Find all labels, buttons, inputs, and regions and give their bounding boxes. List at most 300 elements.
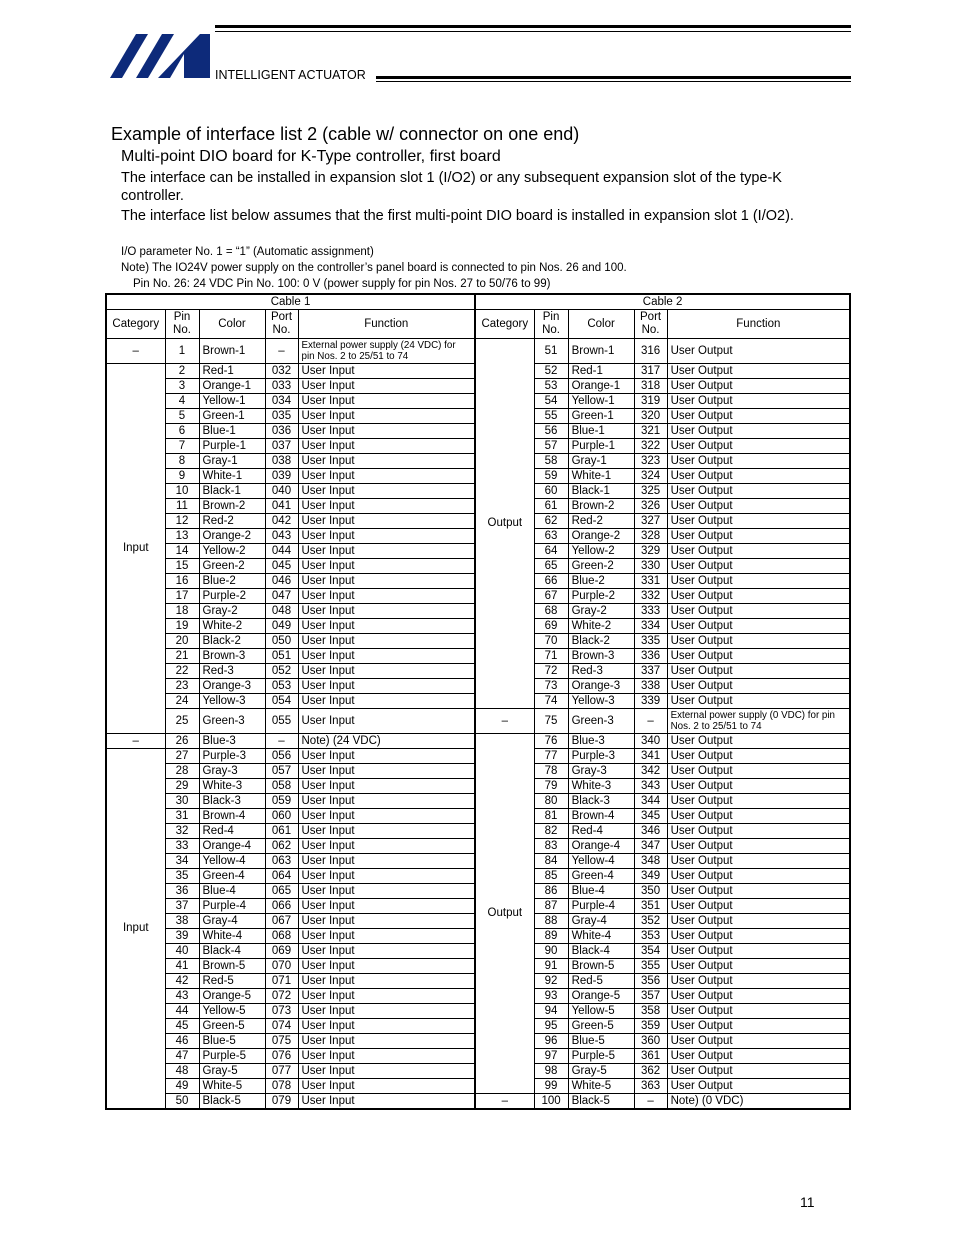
port-cell: 321 <box>634 424 667 439</box>
color-cell: Yellow-1 <box>199 394 265 409</box>
port-cell: 041 <box>265 499 298 514</box>
pin-cell: 30 <box>165 794 199 809</box>
category-cell: – <box>106 734 165 749</box>
pin-cell: 7 <box>165 439 199 454</box>
function-cell: User Output <box>667 394 850 409</box>
port-cell: – <box>265 339 298 364</box>
port-cell: 068 <box>265 929 298 944</box>
pin-cell: 14 <box>165 544 199 559</box>
port-cell: 056 <box>265 749 298 764</box>
port-cell: 331 <box>634 574 667 589</box>
port-cell: 054 <box>265 694 298 709</box>
color-cell: Brown-4 <box>199 809 265 824</box>
function-cell: User Input <box>298 694 475 709</box>
pin-cell: 64 <box>534 544 568 559</box>
pin-cell: 3 <box>165 379 199 394</box>
color-cell: Purple-4 <box>568 899 634 914</box>
color-cell: Brown-5 <box>199 959 265 974</box>
function-cell: User Input <box>298 664 475 679</box>
color-cell: Yellow-4 <box>199 854 265 869</box>
color-cell: Red-5 <box>199 974 265 989</box>
function-cell: User Output <box>667 409 850 424</box>
pin-cell: 83 <box>534 839 568 854</box>
port-cell: 341 <box>634 749 667 764</box>
function-cell: User Output <box>667 499 850 514</box>
port-cell: 064 <box>265 869 298 884</box>
pin-cell: 1 <box>165 339 199 364</box>
function-cell: User Output <box>667 869 850 884</box>
port-cell: 040 <box>265 484 298 499</box>
color-cell: White-1 <box>199 469 265 484</box>
pin-cell: 39 <box>165 929 199 944</box>
table-row <box>106 734 850 749</box>
port-cell: 318 <box>634 379 667 394</box>
function-cell: User Output <box>667 1034 850 1049</box>
port-cell: 333 <box>634 604 667 619</box>
pin-cell: 20 <box>165 634 199 649</box>
color-cell: Orange-5 <box>568 989 634 1004</box>
pin-cell: 67 <box>534 589 568 604</box>
port-cell: 339 <box>634 694 667 709</box>
port-cell: 053 <box>265 679 298 694</box>
note-pin-voltage: Pin No. 26: 24 VDC Pin No. 100: 0 V (power supply for pin Nos. 27 to 50/76 to 99) <box>133 278 551 290</box>
color-cell: Black-3 <box>199 794 265 809</box>
pin-cell: 11 <box>165 499 199 514</box>
pin-cell: 38 <box>165 914 199 929</box>
port-cell: 351 <box>634 899 667 914</box>
function-cell: User Output <box>667 794 850 809</box>
color-cell: Green-4 <box>199 869 265 884</box>
port-cell: – <box>634 709 667 734</box>
function-cell: User Output <box>667 589 850 604</box>
color-cell: Blue-2 <box>199 574 265 589</box>
color-cell: White-3 <box>199 779 265 794</box>
pin-cell: 28 <box>165 764 199 779</box>
pin-cell: 17 <box>165 589 199 604</box>
color-cell: Brown-3 <box>568 649 634 664</box>
color-cell: Red-2 <box>568 514 634 529</box>
port-cell: 065 <box>265 884 298 899</box>
function-cell: User Output <box>667 514 850 529</box>
color-cell: Black-1 <box>568 484 634 499</box>
color-cell: White-4 <box>568 929 634 944</box>
pin-cell: 35 <box>165 869 199 884</box>
page-title: Example of interface list 2 (cable w/ connector on one end) <box>111 124 580 144</box>
pin-cell: 92 <box>534 974 568 989</box>
function-cell: User Output <box>667 839 850 854</box>
function-cell: User Output <box>667 604 850 619</box>
col-port-no: Port No. <box>265 310 298 339</box>
pin-cell: 48 <box>165 1064 199 1079</box>
function-cell: User Input <box>298 514 475 529</box>
color-cell: White-5 <box>199 1079 265 1094</box>
port-cell: 072 <box>265 989 298 1004</box>
color-cell: Black-3 <box>568 794 634 809</box>
pin-cell: 21 <box>165 649 199 664</box>
color-cell: White-1 <box>568 469 634 484</box>
port-cell: 361 <box>634 1049 667 1064</box>
color-cell: Yellow-5 <box>199 1004 265 1019</box>
function-cell: User Input <box>298 869 475 884</box>
color-cell: Orange-3 <box>199 679 265 694</box>
color-cell: Red-4 <box>568 824 634 839</box>
function-cell: User Input <box>298 764 475 779</box>
color-cell: Orange-4 <box>199 839 265 854</box>
header-rule-bottom <box>376 76 851 79</box>
color-cell: Yellow-4 <box>568 854 634 869</box>
function-cell: User Input <box>298 559 475 574</box>
category-cell: Output <box>475 339 534 709</box>
function-cell: User Output <box>667 484 850 499</box>
color-cell: Brown-3 <box>199 649 265 664</box>
category-cell: – <box>475 709 534 734</box>
port-cell: 074 <box>265 1019 298 1034</box>
col-port-no-2: Port No. <box>634 310 667 339</box>
port-cell: 328 <box>634 529 667 544</box>
function-cell: User Output <box>667 469 850 484</box>
port-cell: 078 <box>265 1079 298 1094</box>
port-cell: 061 <box>265 824 298 839</box>
function-cell: User Output <box>667 619 850 634</box>
pin-cell: 89 <box>534 929 568 944</box>
category-cell: Input <box>106 364 165 734</box>
color-cell: Yellow-1 <box>568 394 634 409</box>
port-cell: 319 <box>634 394 667 409</box>
pin-cell: 12 <box>165 514 199 529</box>
pin-cell: 74 <box>534 694 568 709</box>
port-cell: 322 <box>634 439 667 454</box>
port-cell: 352 <box>634 914 667 929</box>
function-cell: User Output <box>667 1064 850 1079</box>
function-cell: Note) (24 VDC) <box>298 734 475 749</box>
company-name: INTELLIGENT ACTUATOR <box>215 68 366 82</box>
port-cell: 044 <box>265 544 298 559</box>
cable-1-header: Cable 1 <box>106 294 475 310</box>
port-cell: 349 <box>634 869 667 884</box>
color-cell: Gray-4 <box>568 914 634 929</box>
function-cell: User Output <box>667 1019 850 1034</box>
port-cell: 363 <box>634 1079 667 1094</box>
port-cell: 334 <box>634 619 667 634</box>
port-cell: 039 <box>265 469 298 484</box>
function-cell: User Input <box>298 709 475 734</box>
pin-cell: 73 <box>534 679 568 694</box>
color-cell: Black-2 <box>199 634 265 649</box>
function-cell: User Input <box>298 649 475 664</box>
color-cell: White-2 <box>568 619 634 634</box>
color-cell: Purple-3 <box>199 749 265 764</box>
pin-cell: 15 <box>165 559 199 574</box>
pin-cell: 81 <box>534 809 568 824</box>
port-cell: 343 <box>634 779 667 794</box>
function-cell: User Input <box>298 989 475 1004</box>
color-cell: Purple-1 <box>568 439 634 454</box>
function-cell: User Input <box>298 1094 475 1110</box>
function-cell: User Output <box>667 679 850 694</box>
port-cell: 336 <box>634 649 667 664</box>
function-cell: User Output <box>667 809 850 824</box>
pin-cell: 80 <box>534 794 568 809</box>
pin-cell: 42 <box>165 974 199 989</box>
port-cell: 051 <box>265 649 298 664</box>
port-cell: 050 <box>265 634 298 649</box>
pin-cell: 78 <box>534 764 568 779</box>
pin-cell: 22 <box>165 664 199 679</box>
function-cell: User Input <box>298 364 475 379</box>
pin-cell: 54 <box>534 394 568 409</box>
port-cell: 076 <box>265 1049 298 1064</box>
color-cell: Red-3 <box>568 664 634 679</box>
function-cell: User Input <box>298 884 475 899</box>
color-cell: Brown-1 <box>568 339 634 364</box>
function-cell: User Input <box>298 484 475 499</box>
color-cell: Green-2 <box>199 559 265 574</box>
function-cell: User Input <box>298 944 475 959</box>
function-cell: User Output <box>667 559 850 574</box>
pin-cell: 25 <box>165 709 199 734</box>
function-cell: User Output <box>667 424 850 439</box>
port-cell: 077 <box>265 1064 298 1079</box>
pin-cell: 100 <box>534 1094 568 1110</box>
function-cell: User Input <box>298 914 475 929</box>
function-cell: User Input <box>298 794 475 809</box>
pin-cell: 47 <box>165 1049 199 1064</box>
color-cell: Gray-5 <box>199 1064 265 1079</box>
function-cell: User Input <box>298 899 475 914</box>
port-cell: 070 <box>265 959 298 974</box>
function-cell: User Output <box>667 634 850 649</box>
color-cell: Black-5 <box>199 1094 265 1110</box>
pin-cell: 2 <box>165 364 199 379</box>
port-cell: 362 <box>634 1064 667 1079</box>
port-cell: 355 <box>634 959 667 974</box>
port-cell: – <box>634 1094 667 1110</box>
color-cell: Black-1 <box>199 484 265 499</box>
function-cell: User Input <box>298 1004 475 1019</box>
color-cell: Gray-2 <box>199 604 265 619</box>
function-cell: User Input <box>298 1019 475 1034</box>
pin-cell: 41 <box>165 959 199 974</box>
pin-cell: 79 <box>534 779 568 794</box>
pin-cell: 44 <box>165 1004 199 1019</box>
interface-table <box>105 293 851 1110</box>
function-cell: User Output <box>667 884 850 899</box>
port-cell: 340 <box>634 734 667 749</box>
pin-cell: 46 <box>165 1034 199 1049</box>
col-category: Category <box>106 310 165 339</box>
pin-cell: 13 <box>165 529 199 544</box>
port-cell: 358 <box>634 1004 667 1019</box>
port-cell: – <box>265 734 298 749</box>
color-cell: Blue-4 <box>199 884 265 899</box>
color-cell: Green-3 <box>199 709 265 734</box>
port-cell: 038 <box>265 454 298 469</box>
pin-cell: 43 <box>165 989 199 1004</box>
note-io-parameter: I/O parameter No. 1 = “1” (Automatic assignment) <box>121 246 374 258</box>
function-cell: User Output <box>667 1079 850 1094</box>
color-cell: Purple-5 <box>568 1049 634 1064</box>
function-cell: User Input <box>298 809 475 824</box>
function-cell: User Output <box>667 929 850 944</box>
port-cell: 062 <box>265 839 298 854</box>
port-cell: 079 <box>265 1094 298 1110</box>
function-cell: User Output <box>667 734 850 749</box>
port-cell: 326 <box>634 499 667 514</box>
function-cell: User Output <box>667 339 850 364</box>
company-logo <box>110 34 214 78</box>
color-cell: Gray-1 <box>568 454 634 469</box>
pin-cell: 88 <box>534 914 568 929</box>
function-cell: User Output <box>667 574 850 589</box>
port-cell: 342 <box>634 764 667 779</box>
col-pin-no: Pin No. <box>165 310 199 339</box>
section-subtitle: Multi-point DIO board for K-Type controller, first board <box>121 148 501 165</box>
color-cell: Red-2 <box>199 514 265 529</box>
pin-cell: 29 <box>165 779 199 794</box>
color-cell: Black-5 <box>568 1094 634 1110</box>
function-cell: User Input <box>298 779 475 794</box>
port-cell: 063 <box>265 854 298 869</box>
pin-cell: 87 <box>534 899 568 914</box>
port-cell: 071 <box>265 974 298 989</box>
color-cell: Gray-1 <box>199 454 265 469</box>
note-power-supply: Note) The IO24V power supply on the controller’s panel board is connected to pin Nos. 26 and 100. <box>121 262 627 274</box>
function-cell: User Output <box>667 1004 850 1019</box>
pin-cell: 65 <box>534 559 568 574</box>
port-cell: 316 <box>634 339 667 364</box>
function-cell: User Output <box>667 379 850 394</box>
category-cell: – <box>475 1094 534 1110</box>
function-cell: User Output <box>667 764 850 779</box>
function-cell: User Output <box>667 854 850 869</box>
function-cell: User Input <box>298 634 475 649</box>
color-cell: Purple-1 <box>199 439 265 454</box>
pin-cell: 86 <box>534 884 568 899</box>
port-cell: 047 <box>265 589 298 604</box>
function-cell: User Output <box>667 944 850 959</box>
pin-cell: 19 <box>165 619 199 634</box>
port-cell: 034 <box>265 394 298 409</box>
color-cell: Orange-2 <box>568 529 634 544</box>
pin-cell: 91 <box>534 959 568 974</box>
function-cell: User Input <box>298 529 475 544</box>
color-cell: Orange-1 <box>199 379 265 394</box>
color-cell: Blue-3 <box>199 734 265 749</box>
pin-cell: 75 <box>534 709 568 734</box>
color-cell: Brown-2 <box>568 499 634 514</box>
port-cell: 067 <box>265 914 298 929</box>
color-cell: Gray-5 <box>568 1064 634 1079</box>
color-cell: Black-2 <box>568 634 634 649</box>
function-cell: User Input <box>298 749 475 764</box>
function-cell: User Input <box>298 839 475 854</box>
function-cell: External power supply (0 VDC) for pin Nos. 2 to 25/51 to 74 <box>667 709 850 734</box>
col-category-2: Category <box>475 310 534 339</box>
pin-cell: 59 <box>534 469 568 484</box>
pin-cell: 51 <box>534 339 568 364</box>
function-cell: User Input <box>298 1064 475 1079</box>
port-cell: 330 <box>634 559 667 574</box>
color-cell: Yellow-3 <box>568 694 634 709</box>
pin-cell: 98 <box>534 1064 568 1079</box>
port-cell: 036 <box>265 424 298 439</box>
header-rule-bottom-thin <box>376 81 851 82</box>
port-cell: 360 <box>634 1034 667 1049</box>
color-cell: White-3 <box>568 779 634 794</box>
color-cell: Green-2 <box>568 559 634 574</box>
color-cell: Purple-2 <box>199 589 265 604</box>
port-cell: 066 <box>265 899 298 914</box>
color-cell: Blue-3 <box>568 734 634 749</box>
color-cell: Gray-2 <box>568 604 634 619</box>
function-cell: User Input <box>298 544 475 559</box>
function-cell: User Input <box>298 1034 475 1049</box>
function-cell: User Input <box>298 974 475 989</box>
color-cell: Orange-2 <box>199 529 265 544</box>
function-cell: User Input <box>298 394 475 409</box>
function-cell: User Output <box>667 454 850 469</box>
port-cell: 045 <box>265 559 298 574</box>
pin-cell: 18 <box>165 604 199 619</box>
color-cell: Purple-3 <box>568 749 634 764</box>
color-cell: Purple-4 <box>199 899 265 914</box>
pin-cell: 99 <box>534 1079 568 1094</box>
color-cell: Brown-2 <box>199 499 265 514</box>
function-cell: User Input <box>298 619 475 634</box>
color-cell: Yellow-2 <box>568 544 634 559</box>
function-cell: User Output <box>667 899 850 914</box>
pin-cell: 31 <box>165 809 199 824</box>
table-row <box>106 339 850 364</box>
function-cell: User Output <box>667 779 850 794</box>
port-cell: 032 <box>265 364 298 379</box>
color-cell: White-4 <box>199 929 265 944</box>
function-cell: User Output <box>667 364 850 379</box>
pin-cell: 60 <box>534 484 568 499</box>
port-cell: 332 <box>634 589 667 604</box>
category-cell: – <box>106 339 165 364</box>
port-cell: 344 <box>634 794 667 809</box>
table-row <box>106 709 850 734</box>
port-cell: 073 <box>265 1004 298 1019</box>
port-cell: 052 <box>265 664 298 679</box>
color-cell: Green-1 <box>568 409 634 424</box>
function-cell: User Input <box>298 409 475 424</box>
color-cell: Blue-4 <box>568 884 634 899</box>
function-cell: Note) (0 VDC) <box>667 1094 850 1110</box>
function-cell: User Output <box>667 914 850 929</box>
cable-2-header: Cable 2 <box>475 294 850 310</box>
color-cell: White-5 <box>568 1079 634 1094</box>
port-cell: 354 <box>634 944 667 959</box>
color-cell: Orange-4 <box>568 839 634 854</box>
pin-cell: 23 <box>165 679 199 694</box>
pin-cell: 72 <box>534 664 568 679</box>
port-cell: 324 <box>634 469 667 484</box>
color-cell: Red-4 <box>199 824 265 839</box>
pin-cell: 63 <box>534 529 568 544</box>
function-cell: User Output <box>667 439 850 454</box>
port-cell: 317 <box>634 364 667 379</box>
pin-cell: 56 <box>534 424 568 439</box>
color-cell: Red-5 <box>568 974 634 989</box>
function-cell: User Input <box>298 824 475 839</box>
paragraph-1: The interface can be installed in expansion slot 1 (I/O2) or any subsequent expansion slot of the type-K controller. <box>121 170 782 204</box>
port-cell: 353 <box>634 929 667 944</box>
function-cell: User Output <box>667 959 850 974</box>
pin-cell: 24 <box>165 694 199 709</box>
port-cell: 359 <box>634 1019 667 1034</box>
